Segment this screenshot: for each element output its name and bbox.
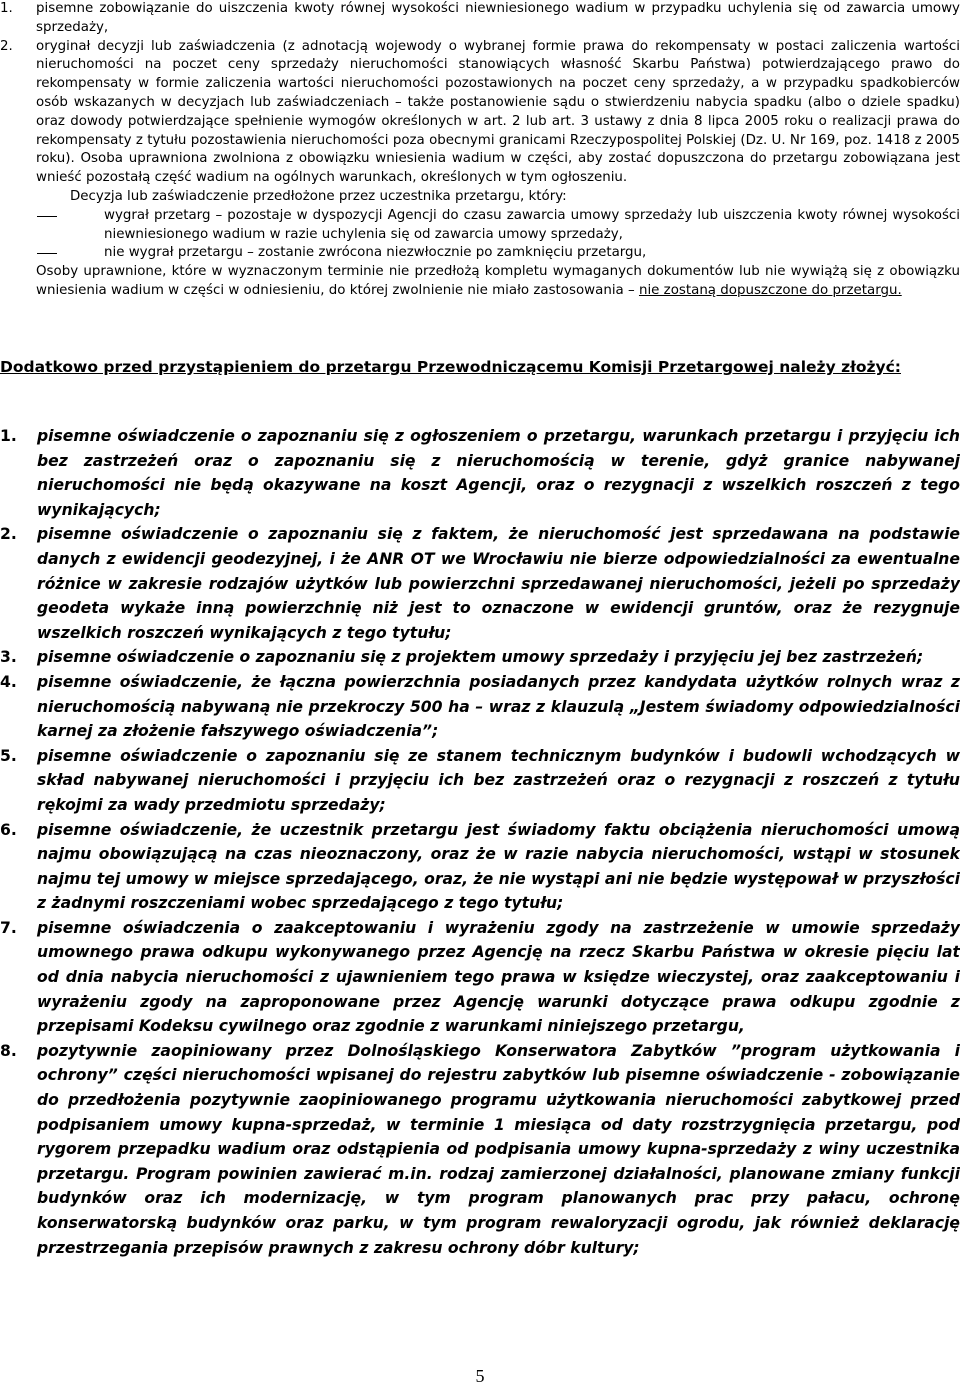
list-item-text: pisemne zobowiązanie do uiszczenia kwoty równej wysokości niewniesionego wadium w przypadku uchylenia się od zawarcia umowy sprzedaży, bbox=[36, 1, 960, 35]
list-item-text: pisemne oświadczenie, że uczestnik przetargu jest świadomy faktu obciążenia nieruchomości umową najmu obowiązującą na czas nieoznaczony, oraz że w razie nabycia nieruchomości, wstąpi w stosunek najmu tej umowy w miejsce sprzedającego, oraz, że nie wystąpi ani nie będzie występował w przyszłości z żadnymi roszczeniami wobec sprzedającego z tego tytułu; bbox=[37, 820, 960, 913]
list-item bbox=[0, 670, 960, 744]
list-item bbox=[0, 818, 960, 916]
list-item bbox=[0, 424, 960, 522]
list-item bbox=[0, 522, 960, 645]
additional-statements-section bbox=[0, 424, 960, 1260]
entitled-persons-paragraph bbox=[0, 263, 960, 301]
list-item bbox=[0, 744, 960, 818]
dash-list-item: wygrał przetarg – pozostaje w dyspozycji Agencji do czasu zawarcia umowy sprzedaży lub uiszczenia kwoty równej wysokości niewniesionego wadium w razie uchylenia się od zawarcia umowy sprzedaży, bbox=[0, 207, 960, 245]
additional-statements-list bbox=[0, 424, 960, 1260]
list-item bbox=[0, 645, 960, 670]
list-item bbox=[0, 0, 960, 38]
list-item-number: 4. bbox=[0, 672, 17, 691]
page-number: 5 bbox=[475, 1366, 485, 1386]
list-item-number: 3. bbox=[0, 648, 17, 667]
dash-list-item: nie wygrał przetargu – zostanie zwrócona niezwłocznie po zamknięciu przetargu, bbox=[0, 244, 960, 263]
not-admitted-text: nie zostaną dopuszczone do przetargu. bbox=[638, 282, 902, 298]
list-item bbox=[0, 916, 960, 1039]
list-item-number: 6. bbox=[0, 820, 17, 839]
list-item bbox=[0, 38, 960, 188]
section-heading: Dodatkowo przed przystąpieniem do przetargu Przewodniczącemu Komisji Przetargowej należy złożyć: bbox=[0, 358, 901, 376]
list-item-text: pozytywnie zaopiniowany przez Dolnośląskiego Konserwatora Zabytków ”program użytkowania i ochrony” części nieruchomości wpisanej do rejestru zabytków lub pisemne oświadczenie - zobowiązanie do przedłożenia pozytywnie zaopiniowanego programu użytkowania nieruchomości zabytkowej przed podpisaniem umowy kupna-sprzedaż, w terminie 1 miesiąca od daty rozstrzygnięcia przetargu, pod rygorem przepadku wadium oraz odstąpienia od podpisania umowy kupna-sprzedaży z winy uczestnika przetargu. Program powinien zawierać m.in. rodzaj zamierzonej działalności, planowane zmiany funkcji budynków oraz ich modernizację, w tym program planowanych prac przy pałacu, ochronę konserwatorską budynków oraz parku, w tym program rewaloryzacji ogrodu, jak również deklarację przestrzegania przepisów prawnych z zakresu ochrony dóbr kultury; bbox=[37, 1041, 960, 1257]
decision-paragraph: Decyzja lub zaświadczenie przedłożone przez uczestnika przetargu, który: bbox=[70, 188, 567, 204]
list-item-text: pisemne oświadczenie, że łączna powierzchnia posiadanych przez kandydata użytków rolnych wraz z nieruchomością nabywaną nie przekroczy 500 ha – wraz z klauzulą „Jestem świadomy odpowiedzialności karnej za złożenie fałszywego oświadczenia”; bbox=[37, 672, 960, 741]
list-item-text: oryginał decyzji lub zaświadczenia (z adnotacją wojewody o wybranej formie prawa do rekompensaty w postaci zaliczenia wartości nieruchomości na poczet ceny sprzedaży nieruchomości stanowiących własność Skarbu Państwa) potwierdzającego prawo do rekompensaty w formie zaliczenia wartości nieruchomości pozostawionych na poczet ceny sprzedaży, a w przypadku spadkobierców osób wskazanych w decyzjach lub zaświadczeniach – także postanowienie sądu o stwierdzeniu nabycia spadku (albo o dziele spadku) oraz dowody potwierdzające spełnienie wymogów określonych w art. 2 lub art. 3 ustawy z dnia 8 lipca 2005 roku o realizacji prawa do rekompensaty z tytułu pozostawienia nieruchomości poza obecnymi granicami Rzeczypospolitej Polskiej (Dz. U. Nr 169, poz. 1418 z 2005 roku). Osoba uprawniona zwolniona z obowiązku wniesienia wadium w części, aby zostać dopuszczona do przetargu zobowiązana jest wnieść pozostałą część wadium na ogólnych warunkach, określonych w tym ogłoszeniu. bbox=[36, 38, 960, 186]
list-item-number: 5. bbox=[0, 746, 17, 765]
list-item-number: 8. bbox=[0, 1041, 17, 1060]
list-item-text: pisemne oświadczenie o zapoznaniu się ze stanem technicznym budynków i budowli wchodzących w skład nabywanej nieruchomości i przyjęciu ich bez zastrzeżeń oraz o rezygnacji z roszczeń z tytułu rękojmi za wady przedmiotu sprzedaży; bbox=[37, 746, 960, 814]
list-item-text: pisemne oświadczenie o zapoznaniu się z projektem umowy sprzedaży i przyjęciu jej bez zastrzeżeń; bbox=[37, 648, 924, 667]
dash-list bbox=[0, 207, 960, 263]
list-item-number: 2. bbox=[0, 525, 17, 544]
list-item-text: pisemne oświadczenie o zapoznaniu się z faktem, że nieruchomość jest sprzedawana na podstawie danych z ewidencji geodezyjnej, i że ANR OT we Wrocławiu nie bierze odpowiedzialności za ewentualne różnice w zakresie rodzajów użytków lub powierzchni sprzedawanej nieruchomości, jeżeli po sprzedaży geodeta wykaże inną powierzchnię niż jest to oznaczone w ewidencji gruntów, oraz że rezygnuje wszelkich roszczeń wynikających z tego tytułu; bbox=[37, 525, 960, 642]
list-item-number: 7. bbox=[0, 918, 17, 937]
list-item-text: pisemne oświadczenie o zapoznaniu się z ogłoszeniem o przetargu, warunkach przetargu i przyjęciu ich bez zastrzeżeń oraz o zapoznaniu się z nieruchomością w terenie, gdyż granice nabywanej nieruchomości nie będą okazywane na koszt Agencji, oraz o rezygnacji z wszelkich roszczeń z tego wynikających; bbox=[37, 427, 960, 519]
list-item-number: 2. bbox=[0, 38, 13, 54]
list-item bbox=[0, 1039, 960, 1260]
entitled-persons-text: Osoby uprawnione, które w wyznaczonym terminie nie przedłożą kompletu wymaganych dokumentów lub nie wywiążą się z obowiązku wniesienia wadium w części w odniesieniu, do której zwolnienie nie miało zastosowania – bbox=[36, 264, 960, 298]
documents-required-section bbox=[0, 0, 960, 301]
required-documents-list bbox=[0, 0, 960, 188]
list-item-text: pisemne oświadczenia o zaakceptowaniu i wyrażeniu zgody na zastrzeżenie w umowie sprzedaży umownego prawa odkupu wykonywanego przez Agencję na rzecz Skarbu Państwa w okresie pięciu lat od dnia nabycia nieruchomości z ujawnieniem tego prawa w księdze wieczystej, oraz zaakceptowaniu i wyrażeniu zgody na zaproponowane przez Agencję warunki dotyczące prawa odkupu zgodnie z przepisami Kodeksu cywilnego oraz zgodnie z warunkami niniejszego przetargu, bbox=[37, 918, 960, 1036]
list-item-number: 1. bbox=[0, 1, 13, 16]
list-item-number: 1. bbox=[0, 427, 17, 445]
